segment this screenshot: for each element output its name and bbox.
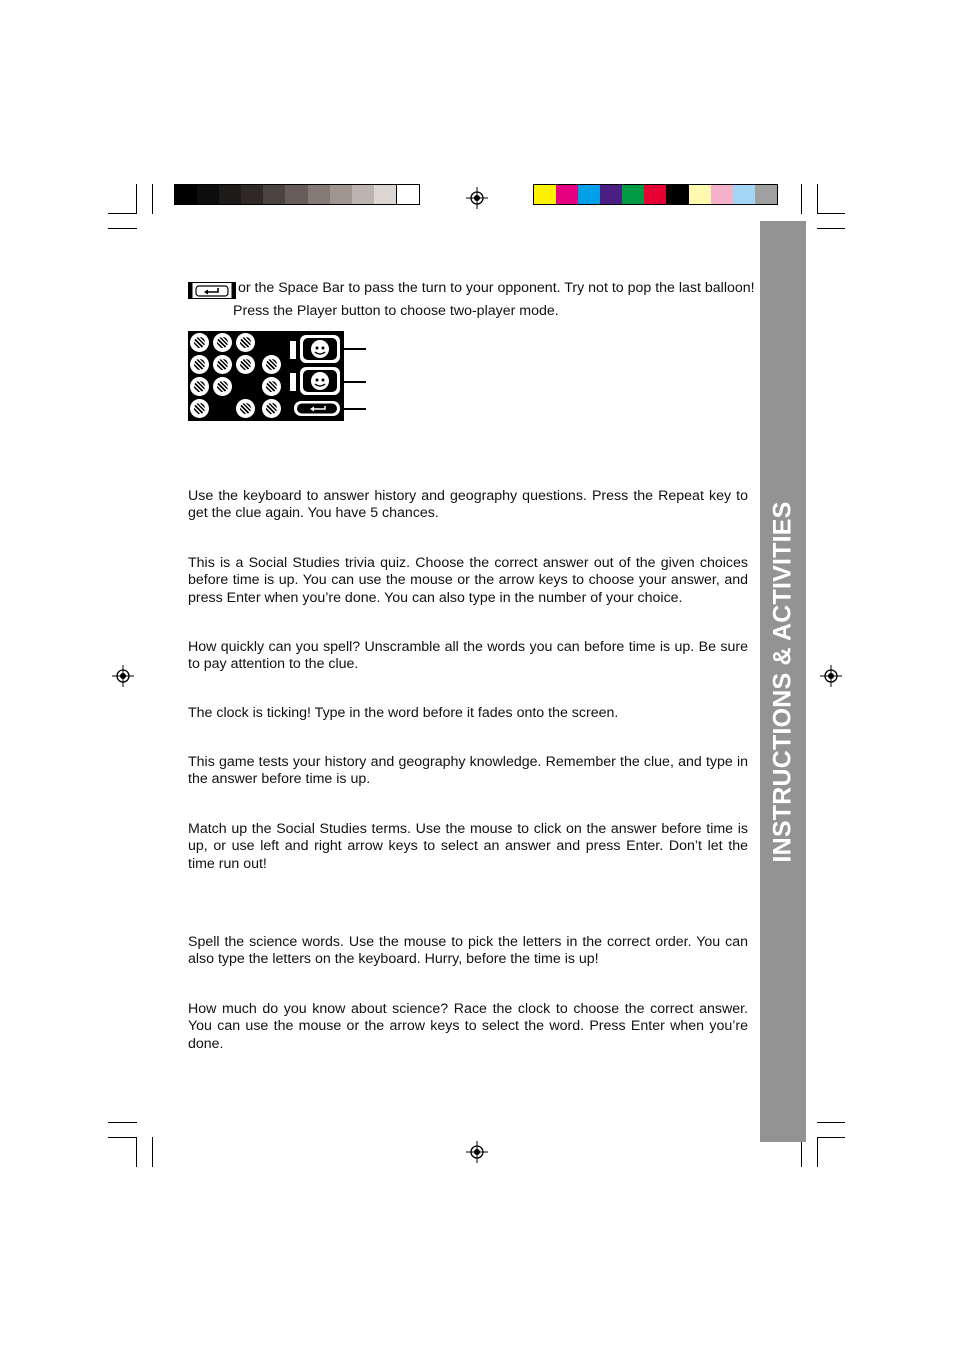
crop-mark — [108, 228, 137, 229]
activity-description: This is a Social Studies trivia quiz. Choose the correct answer out of the given choices before time is up. You can use the mouse or the arrow keys to choose your answer, and press Enter when you’re done. You can also type in the number of your choice. — [188, 555, 748, 606]
color-swatch — [733, 185, 755, 204]
color-swatch — [711, 185, 733, 204]
crop-mark — [152, 184, 153, 214]
section-sidebar — [760, 221, 806, 1142]
activity-description: How quickly can you spell? Unscramble all the words you can before time is up. Be sure to pay attention to the clue. — [188, 639, 748, 673]
crop-mark — [108, 1137, 137, 1138]
registration-mark-icon — [820, 665, 842, 687]
intro-line-1: or the Space Bar to pass the turn to your opponent. Try not to pop the last balloon! — [238, 280, 755, 296]
activity-description: Use the keyboard to answer history and geography questions. Press the Repeat key to get the clue again. You have 5 chances. — [188, 488, 748, 522]
callout-line — [344, 381, 366, 383]
registration-mark-icon — [466, 1141, 488, 1163]
color-swatch — [197, 185, 219, 204]
crop-mark — [817, 228, 845, 229]
color-swatch — [241, 185, 263, 204]
color-swatch — [330, 185, 352, 204]
activity-description: Match up the Social Studies terms. Use the mouse to click on the answer before time is up, or use left and right arrow keys to select an answer and press Enter. Don’t let the time run out! — [188, 821, 748, 872]
crop-mark — [817, 184, 818, 214]
enter-key-icon — [188, 282, 236, 299]
registration-mark-icon — [466, 187, 488, 209]
color-swatch — [219, 185, 241, 204]
color-swatch — [666, 185, 688, 204]
intro-line-2: Press the Player button to choose two-player mode. — [233, 303, 559, 319]
activity-description: Spell the science words. Use the mouse to pick the letters in the correct order. You can also type the letters on the keyboard. Hurry, before the time is up! — [188, 934, 748, 968]
crop-mark — [817, 1122, 845, 1123]
sidebar-title: INSTRUCTIONS & ACTIVITIES — [768, 500, 797, 863]
crop-mark — [817, 1137, 818, 1167]
process-color-bar — [533, 184, 778, 205]
crop-mark — [136, 1137, 137, 1167]
color-swatch — [534, 185, 556, 204]
crop-mark — [801, 184, 802, 214]
color-swatch — [374, 185, 396, 204]
color-swatch — [352, 185, 374, 204]
color-swatch — [175, 185, 197, 204]
crop-mark — [817, 213, 845, 214]
color-swatch — [308, 185, 330, 204]
crop-mark — [108, 1122, 137, 1123]
crop-mark — [817, 1137, 845, 1138]
color-swatch — [689, 185, 711, 204]
crop-mark — [152, 1137, 153, 1167]
activity-description: The clock is ticking! Type in the word before it fades onto the screen. — [188, 705, 619, 721]
activity-description: This game tests your history and geography knowledge. Remember the clue, and type in the answer before time is up. — [188, 754, 748, 788]
crop-mark — [108, 213, 137, 214]
activity-description: How much do you know about science? Race the clock to choose the correct answer. You can use the mouse or the arrow keys to select the word. Press Enter when you’re done. — [188, 1001, 748, 1052]
color-swatch — [600, 185, 622, 204]
color-swatch — [755, 185, 777, 204]
registration-mark-icon — [112, 665, 134, 687]
color-swatch — [622, 185, 644, 204]
color-swatch — [285, 185, 307, 204]
grayscale-color-bar — [174, 184, 420, 205]
color-swatch — [263, 185, 285, 204]
color-swatch — [556, 185, 578, 204]
color-swatch — [396, 185, 419, 204]
balloon-game-screenshot — [188, 331, 344, 421]
color-swatch — [644, 185, 666, 204]
callout-line — [344, 348, 366, 350]
color-swatch — [578, 185, 600, 204]
crop-mark — [136, 184, 137, 214]
callout-line — [344, 408, 366, 410]
